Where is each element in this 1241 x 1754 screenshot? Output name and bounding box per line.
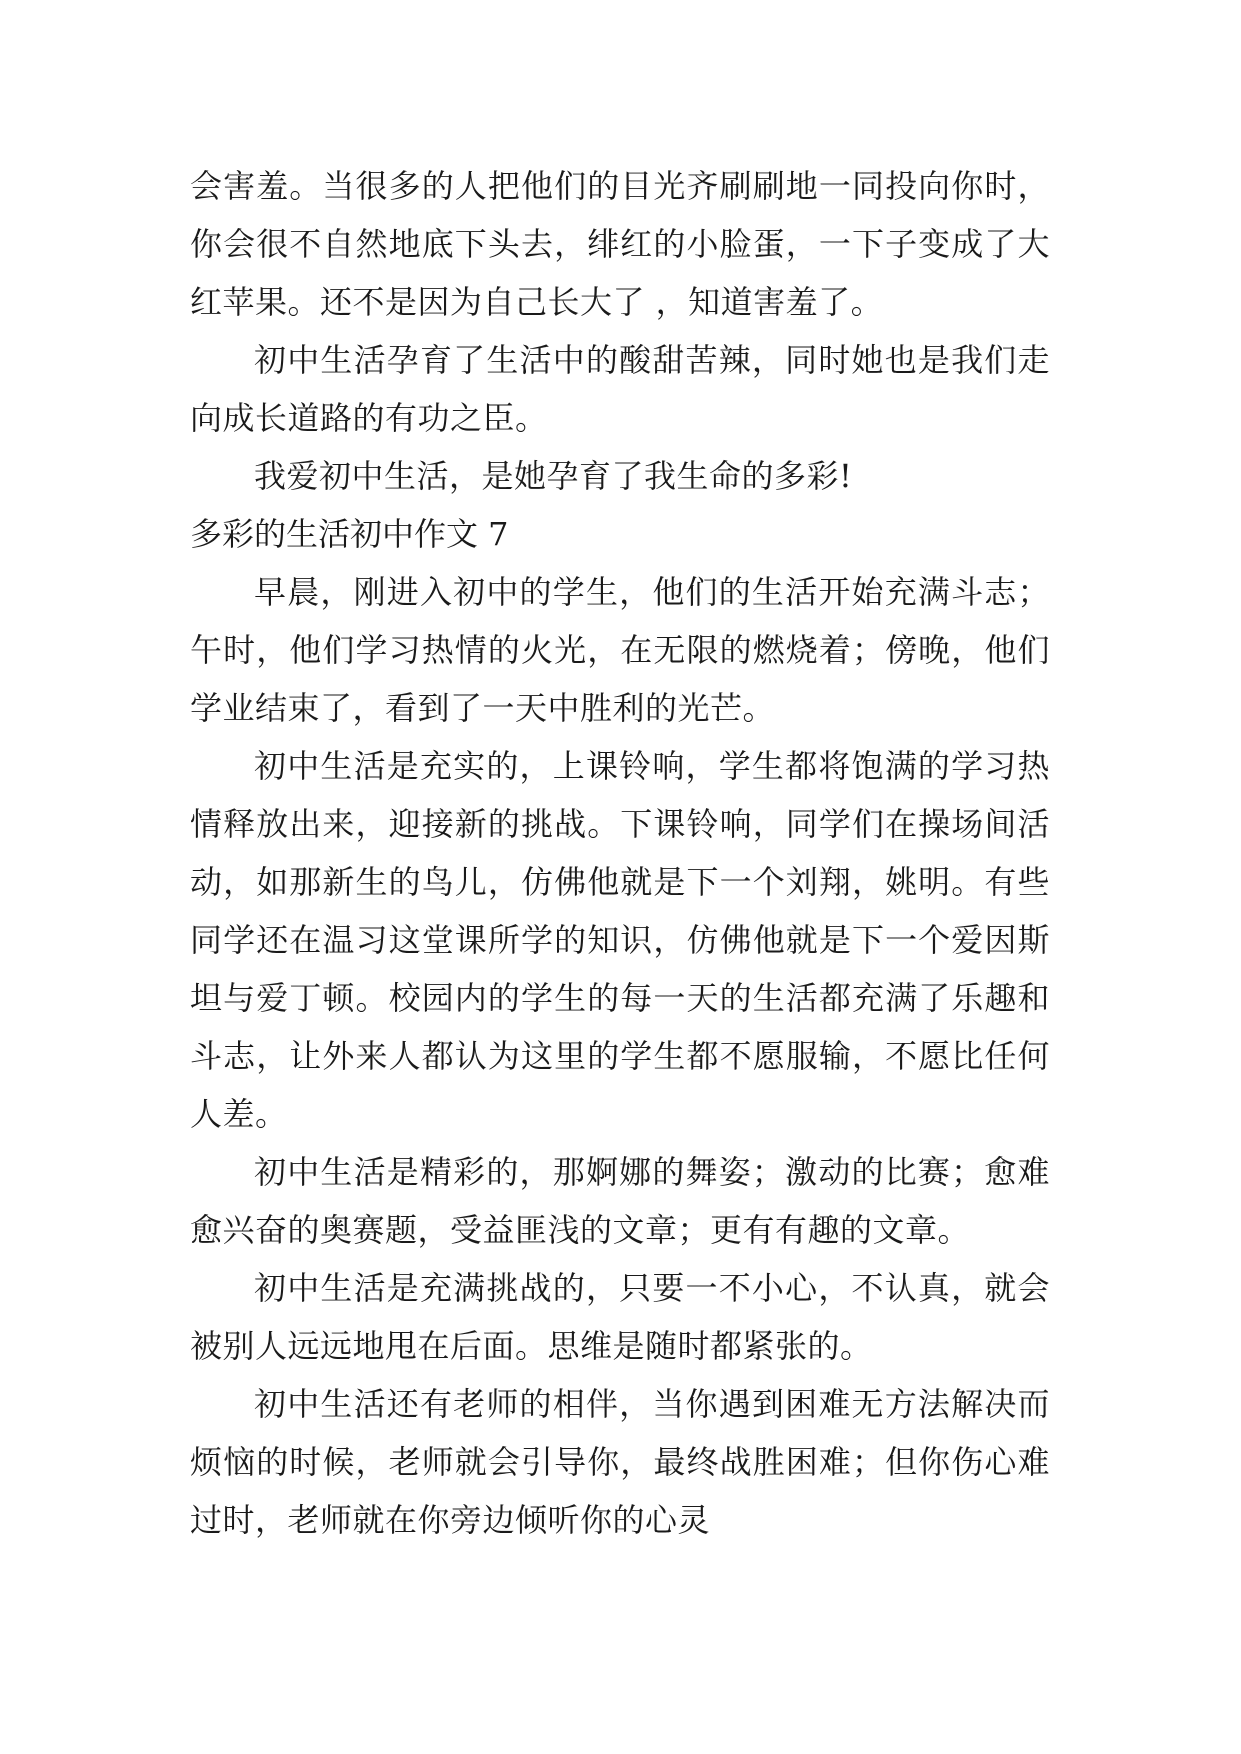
text-line: 人差。 <box>190 1095 288 1133</box>
section-heading: 多彩的生活初中作文 7 <box>190 515 509 553</box>
text-line: 你会很不自然地底下头去，绯红的小脸蛋，一下子变成了大 <box>190 225 1050 263</box>
text-line: 会害羞。当很多的人把他们的目光齐刷刷地一同投向你时， <box>190 167 1050 205</box>
text-line: 向成长道路的有功之臣。 <box>190 399 548 437</box>
text-line: 初中生活还有老师的相伴，当你遇到困难无方法解决而 <box>254 1385 1050 1423</box>
text-line: 被别人远远地甩在后面。思维是随时都紧张的。 <box>190 1327 873 1365</box>
paragraph <box>190 1259 1050 1375</box>
text-line: 初中生活是充实的，上课铃响，学生都将饱满的学习热 <box>254 747 1050 785</box>
paragraph <box>190 157 1050 331</box>
text-line: 午时，他们学习热情的火光，在无限的燃烧着；傍晚，他们 <box>190 631 1050 669</box>
text-line: 烦恼的时候，老师就会引导你，最终战胜困难；但你伤心难 <box>190 1443 1050 1481</box>
paragraph <box>190 563 1050 737</box>
text-line: 初中生活孕育了生活中的酸甜苦辣，同时她也是我们走 <box>254 341 1050 379</box>
paragraph <box>190 737 1050 1143</box>
text-line: 红苹果。还不是因为自己长大了 ，知道害羞了。 <box>190 283 884 321</box>
text-line: 初中生活是精彩的，那婀娜的舞姿；激动的比赛；愈难 <box>254 1153 1050 1191</box>
paragraph <box>190 331 1050 447</box>
text-line: 斗志，让外来人都认为这里的学生都不愿服输，不愿比任何 <box>190 1037 1050 1075</box>
text-line: 学业结束了，看到了一天中胜利的光芒。 <box>190 689 776 727</box>
text-line: 我爱初中生活，是她孕育了我生命的多彩! <box>254 457 853 495</box>
text-line: 早晨，刚进入初中的学生，他们的生活开始充满斗志； <box>254 573 1050 611</box>
paragraph <box>190 1375 1050 1549</box>
text-line: 过时，老师就在你旁边倾听你的心灵 <box>190 1501 711 1539</box>
text-line: 动，如那新生的鸟儿，仿佛他就是下一个刘翔，姚明。有些 <box>190 863 1050 901</box>
text-line: 情释放出来，迎接新的挑战。下课铃响，同学们在操场间活 <box>190 805 1050 843</box>
document-body <box>190 157 1050 1549</box>
paragraph <box>190 1143 1050 1259</box>
text-line: 愈兴奋的奥赛题，受益匪浅的文章；更有有趣的文章。 <box>190 1211 971 1249</box>
text-line: 同学还在温习这堂课所学的知识，仿佛他就是下一个爱因斯 <box>190 921 1050 959</box>
text-line: 坦与爱丁顿。校园内的学生的每一天的生活都充满了乐趣和 <box>190 979 1050 1017</box>
paragraph <box>190 447 1050 505</box>
text-line: 初中生活是充满挑战的，只要一不小心，不认真，就会 <box>254 1269 1050 1307</box>
